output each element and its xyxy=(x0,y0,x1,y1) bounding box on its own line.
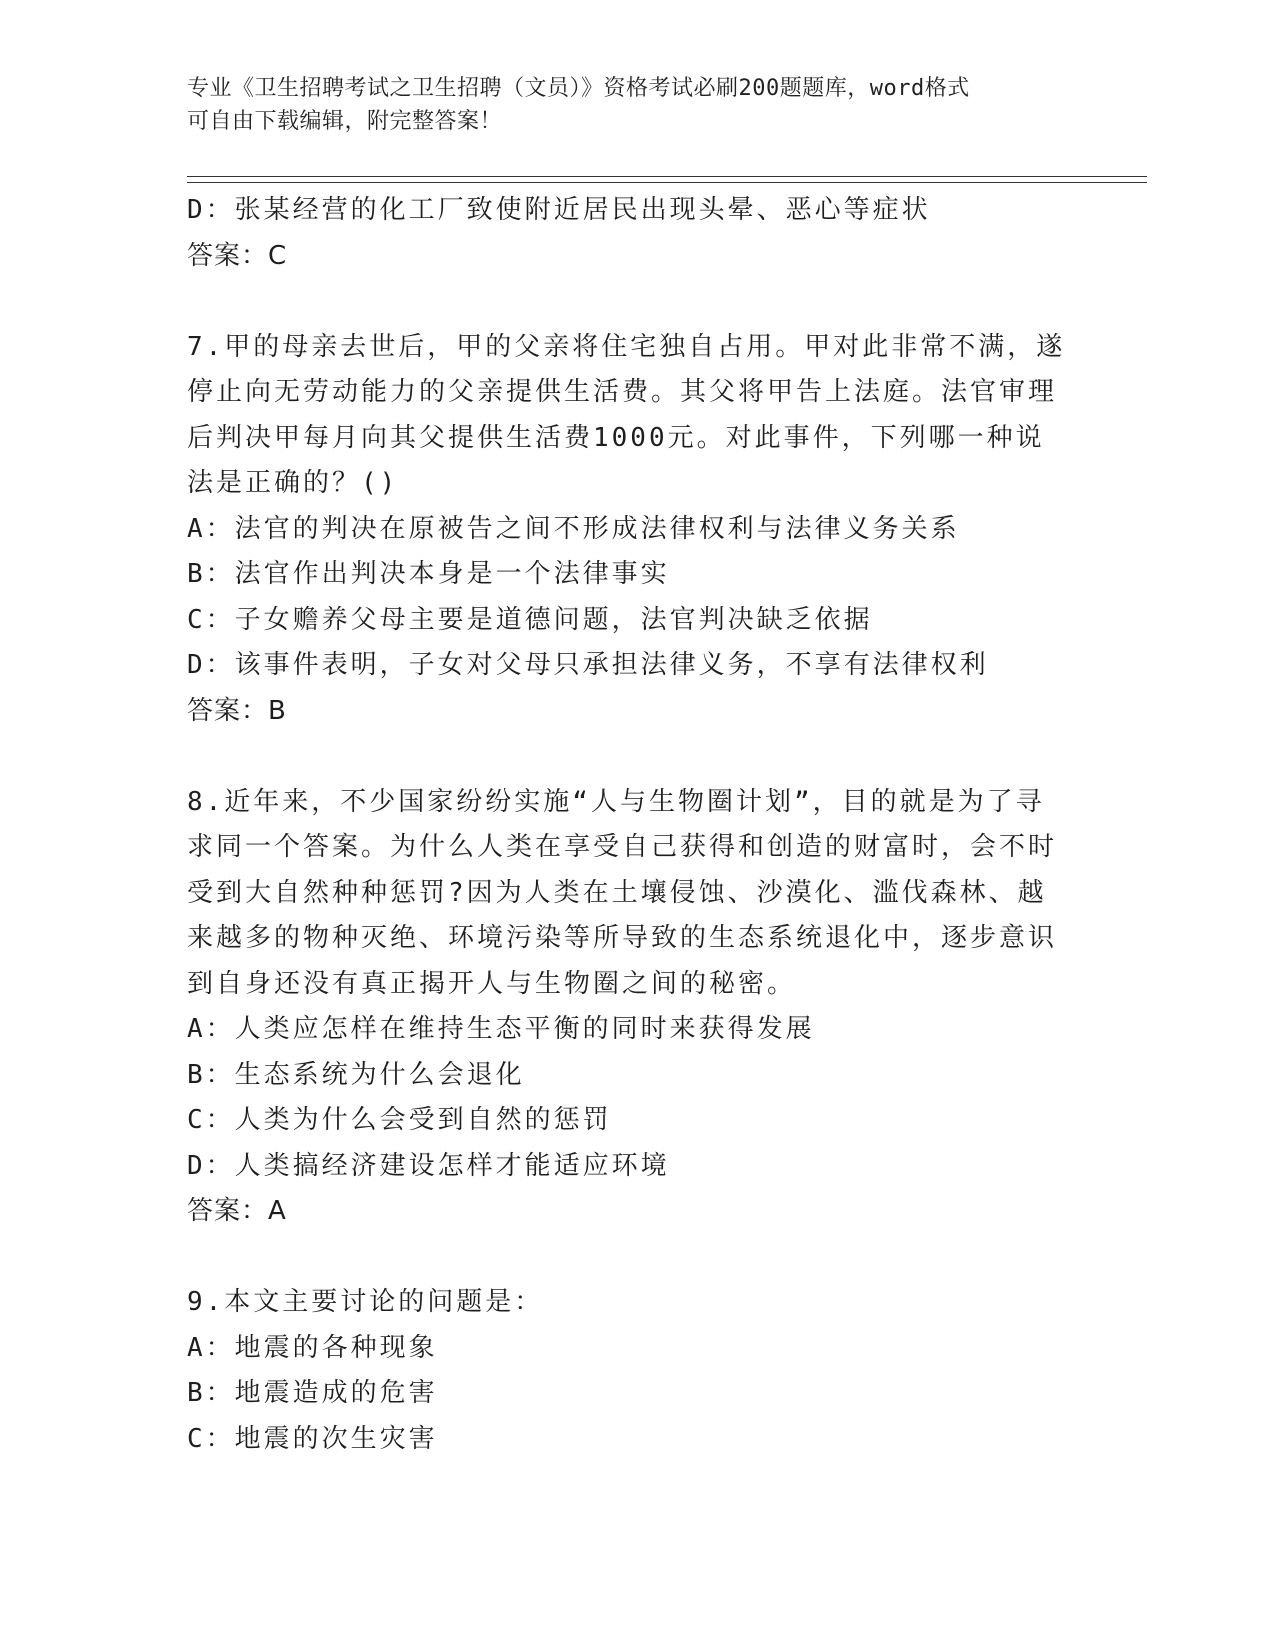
option-a: A：法官的判决在原被告之间不形成法律权利与法律义务关系 xyxy=(187,513,960,544)
option-d: D：人类搞经济建设怎样才能适应环境 xyxy=(187,1150,670,1181)
header-subtitle-line: 可自由下载编辑，附完整答案！ xyxy=(187,109,503,134)
option-c: C：子女赡养父母主要是道德问题，法官判决缺乏依据 xyxy=(187,604,873,635)
answer-line: 答案：C xyxy=(187,240,288,271)
question-9 xyxy=(187,1280,1087,1462)
header-divider-top xyxy=(187,176,1147,177)
option-d: D：张某经营的化工厂致使附近居民出现头晕、恶心等症状 xyxy=(187,195,931,225)
question-content xyxy=(187,188,1087,1462)
spacer xyxy=(187,734,1087,780)
option-d: D：该事件表明，子女对父母只承担法律义务，不享有法律权利 xyxy=(187,650,989,680)
question-stem: 7.甲的母亲去世后，甲的父亲将住宅独自占用。甲对此非常不满，遂停止向无劳动能力的父亲提供生活费。其父将甲告上法庭。法官审理后判决甲每月向其父提供生活费1000元。对此事件，下列哪一种说法是正确的？() xyxy=(187,331,1066,498)
previous-question-tail xyxy=(187,188,1087,279)
question-stem: 9.本文主要讨论的问题是： xyxy=(187,1287,544,1317)
spacer xyxy=(187,1235,1087,1281)
option-a: A：人类应怎样在维持生态平衡的同时来获得发展 xyxy=(187,1014,815,1044)
question-stem: 8.近年来，不少国家纷纷实施“人与生物圈计划”，目的就是为了寻求同一个答案。为什么人类在享受自己获得和创造的财富时，会不时受到大自然种种惩罚?因为人类在土壤侵蚀、沙漠化、滥伐森林、越来越多的物种灭绝、环境污染等所导致的生态系统退化中，逐步意识到自身还没有真正揭开人与生物圈之间的秘密。 xyxy=(187,786,1058,999)
question-8 xyxy=(187,780,1087,1235)
option-b: B：生态系统为什么会退化 xyxy=(187,1059,525,1090)
question-7 xyxy=(187,325,1087,735)
option-b: B：法官作出判决本身是一个法律事实 xyxy=(187,559,670,589)
option-a: A：地震的各种现象 xyxy=(187,1332,438,1363)
header-title-line: 专业《卫生招聘考试之卫生招聘（文员）》资格考试必刷200题题库，word格式 xyxy=(187,76,970,101)
answer-line: 答案：A xyxy=(187,1196,287,1226)
option-c: C：地震的次生灾害 xyxy=(187,1423,438,1454)
option-c: C：人类为什么会受到自然的惩罚 xyxy=(187,1105,612,1135)
header-divider-bottom xyxy=(187,182,1147,183)
answer-line: 答案：B xyxy=(187,695,287,726)
document-header xyxy=(187,72,1067,138)
option-b: B：地震造成的危害 xyxy=(187,1378,438,1408)
spacer xyxy=(187,279,1087,325)
